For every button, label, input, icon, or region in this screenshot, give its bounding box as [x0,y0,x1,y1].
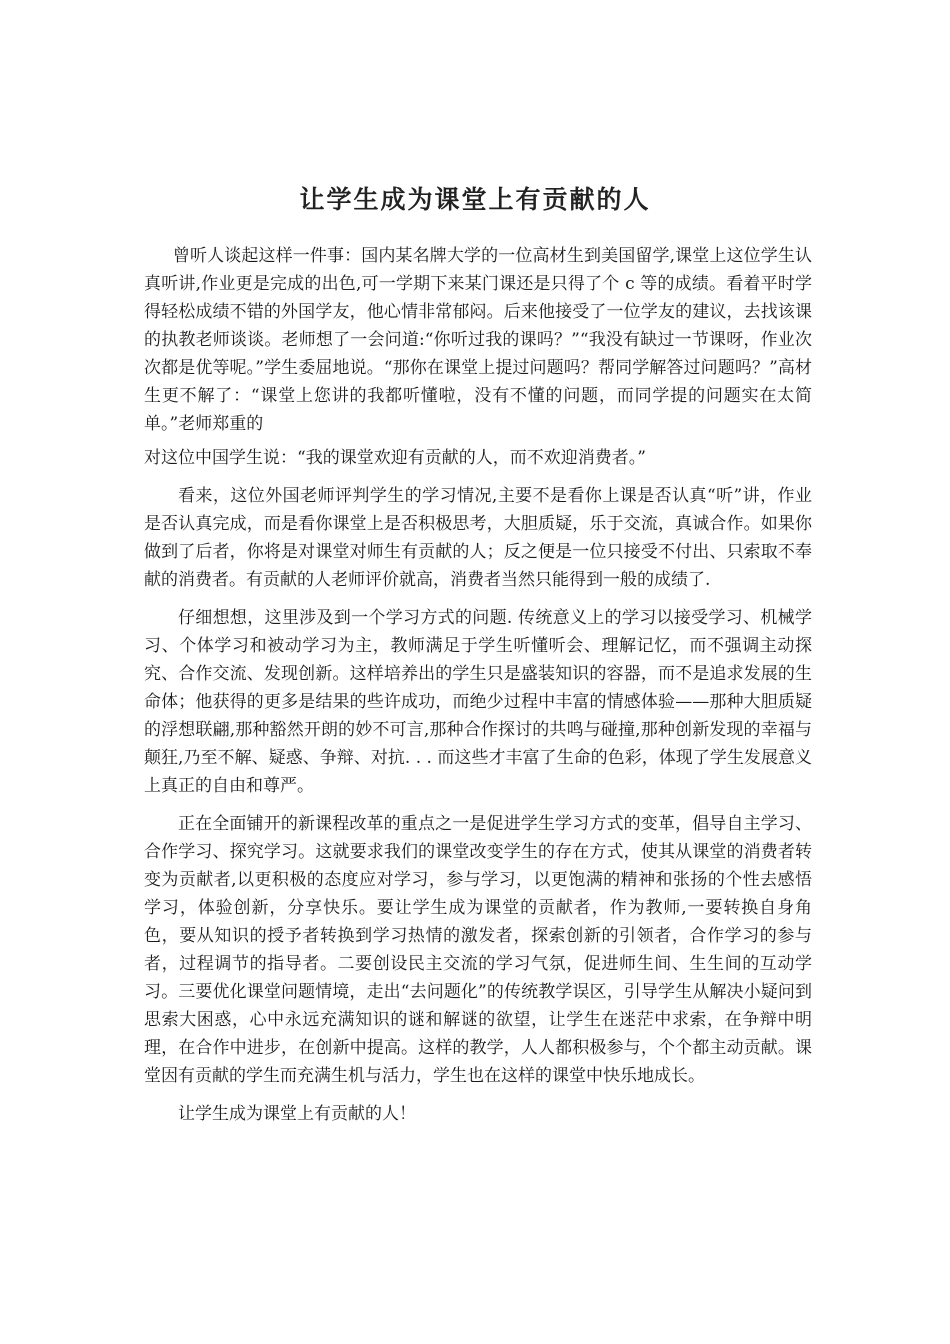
paragraph-5: 让学生成为课堂上有贡献的人！ [178,1104,416,1124]
paragraph-4: 正在全面铺开的新课程改革的重点之一是促进学生学习方式的变革，倡导自主学习、合作学习、探究学习。这就要求我们的课堂改变学生的存在方式，使其从课堂的消费者转变为贡献者,以更积极的态度应对学习，参与学习，以更饱满的精神和张扬的个性去感悟学习，体验创新，分享快乐。要让学生成为课堂的贡献者，作为教师,一要转换自身角色，要从知识的授予者转换到学习热情的激发者，探索创新的引领者，合作学习的参与者，过程调节的指导者。二要创设民主交流的学习气氛，促进师生间、生生间的互动学习。三要优化课堂问题情境，走出“去问题化”的传统教学误区，引导学生从解决小疑问到思索大困惑，心中永远充满知识的谜和解谜的欲望，让学生在迷茫中求索，在争辩中明理，在合作中进步，在创新中提高。这样的教学，人人都积极参与，个个都主动贡献。课堂因有贡献的学生而充满生机与活力，学生也在这样的课堂中快乐地成长。 [144,814,812,1086]
paragraph-1-continued: 对这位中国学生说：“我的课堂欢迎有贡献的人，而不欢迎消费者。” [144,448,646,468]
document-body [144,242,812,1128]
paragraph-2: 看来，这位外国老师评判学生的学习情况,主要不是看你上课是否认真“听”讲，作业是否认真完成，而是看你课堂上是否积极思考，大胆质疑，乐于交流，真诚合作。如果你做到了后者，你将是对课堂对师生有贡献的人；反之便是一位只接受不付出、只索取不奉献的消费者。有贡献的人老师评价就高，消费者当然只能得到一般的成绩了. [144,486,812,590]
paragraph-3: 仔细想想，这里涉及到一个学习方式的问题. 传统意义上的学习以接受学习、机械学习、个体学习和被动学习为主，教师满足于学生听懂听会、理解记忆，而不强调主动探究、合作交流、发现创新。这样培养出的学生只是盛装知识的容器，而不是追求发展的生命体；他获得的更多是结果的些许成功，而绝少过程中丰富的情感体验——那种大胆质疑的浮想联翩,那种豁然开朗的妙不可言,那种合作探讨的共鸣与碰撞,那种创新发现的幸福与颠狂,乃至不解、疑惑、争辩、对抗. . . 而这些才丰富了生命的色彩，体现了学生发展意义上真正的自由和尊严。 [144,608,812,796]
document-title: 让学生成为课堂上有贡献的人 [299,185,651,214]
paragraph-1: 曾听人谈起这样一件事：国内某名牌大学的一位高材生到美国留学,课堂上这位学生认真听讲,作业更是完成的出色,可一学期下来某门课还是只得了个 c 等的成绩。看着平时学得轻松成绩不错的外国学友，他心情非常郁闷。后来他接受了一位学友的建议，去找该课的执教老师谈谈。老师想了一会问道:“你听过我的课吗？”“我没有缺过一节课呀，作业次次都是优等呢。”学生委屈地说。“那你在课堂上提过问题吗？帮同学解答过问题吗？”高材生更不解了：“课堂上您讲的我都听懂啦，没有不懂的问题，而同学提的问题实在太简单。”老师郑重的 [144,246,812,434]
